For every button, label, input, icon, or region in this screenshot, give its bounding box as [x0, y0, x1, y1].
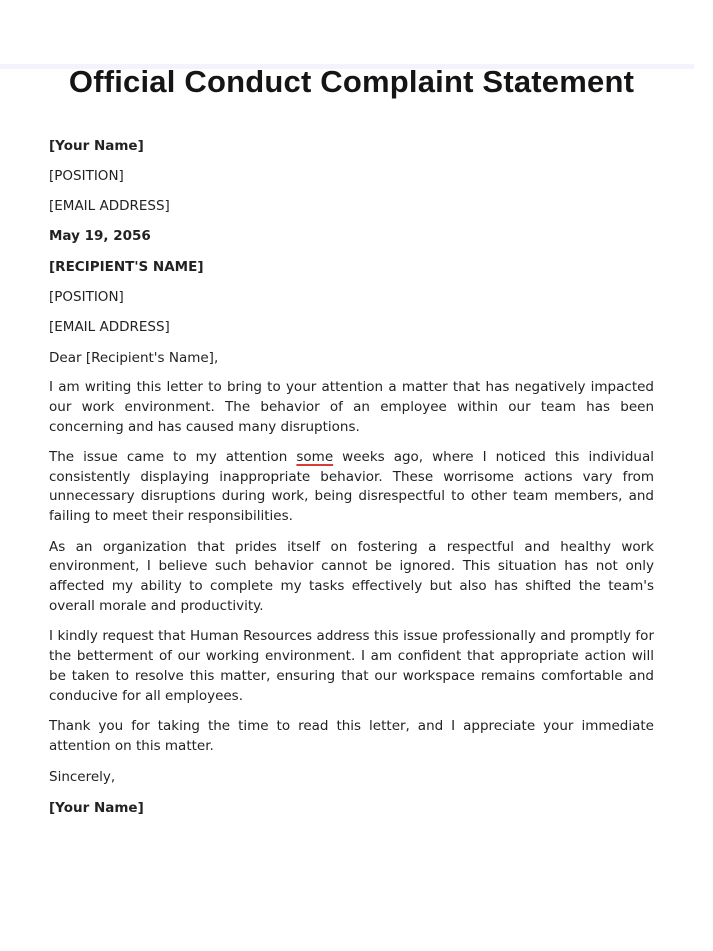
body-paragraph-4: I kindly request that Human Resources address this issue professionally and promptly for the betterment of our working environment. I am confident that appropriate action will be taken to resolve this matter, ensuring that our workspace remains comfortable and conducive for all employees. [49, 628, 654, 704]
paragraph-2-text-end: weeks ago, where I noticed this individual consistently displaying inappropriate behavior. These worrisome actions vary from unnecessary disruptions during work, being disrespectful to other team members, and failing to meet their responsibilities. [49, 448, 654, 525]
salutation: Dear [Recipient's Name], [49, 350, 219, 366]
recipient-name: [RECIPIENT'S NAME] [49, 259, 204, 275]
body-paragraph-5: Thank you for taking the time to read this letter, and I appreciate your immediate attention on this matter. [49, 717, 654, 754]
recipient-email: [EMAIL ADDRESS] [49, 319, 170, 335]
closing: Sincerely, [49, 768, 116, 785]
body-paragraph-3: As an organization that prides itself on fostering a respectful and healthy work environment, I believe such behavior cannot be ignored. This situation has not only affected my ability to complete my tasks effectively but also has shifted the team's overall morale and productivity. [49, 538, 654, 614]
paragraph-2-text-start: The issue came to my attention [49, 448, 297, 465]
letter-date: May 19, 2056 [49, 228, 151, 244]
signature-name: [Your Name] [49, 799, 144, 816]
sender-name: [Your Name] [49, 138, 144, 154]
spellcheck-flagged-word[interactable]: some [296, 448, 334, 465]
document-page [49, 62, 654, 818]
body-paragraph-2 [49, 448, 654, 527]
recipient-position: [POSITION] [49, 289, 124, 305]
body-paragraph-1: I am writing this letter to bring to your attention a matter that has negatively impacted our work environment. The behavior of an employee within our team has been concerning and has caused many disruptions. [49, 379, 654, 435]
document-title: Official Conduct Complaint Statement [68, 64, 635, 99]
sender-email: [EMAIL ADDRESS] [49, 198, 170, 214]
sender-position: [POSITION] [49, 168, 124, 184]
